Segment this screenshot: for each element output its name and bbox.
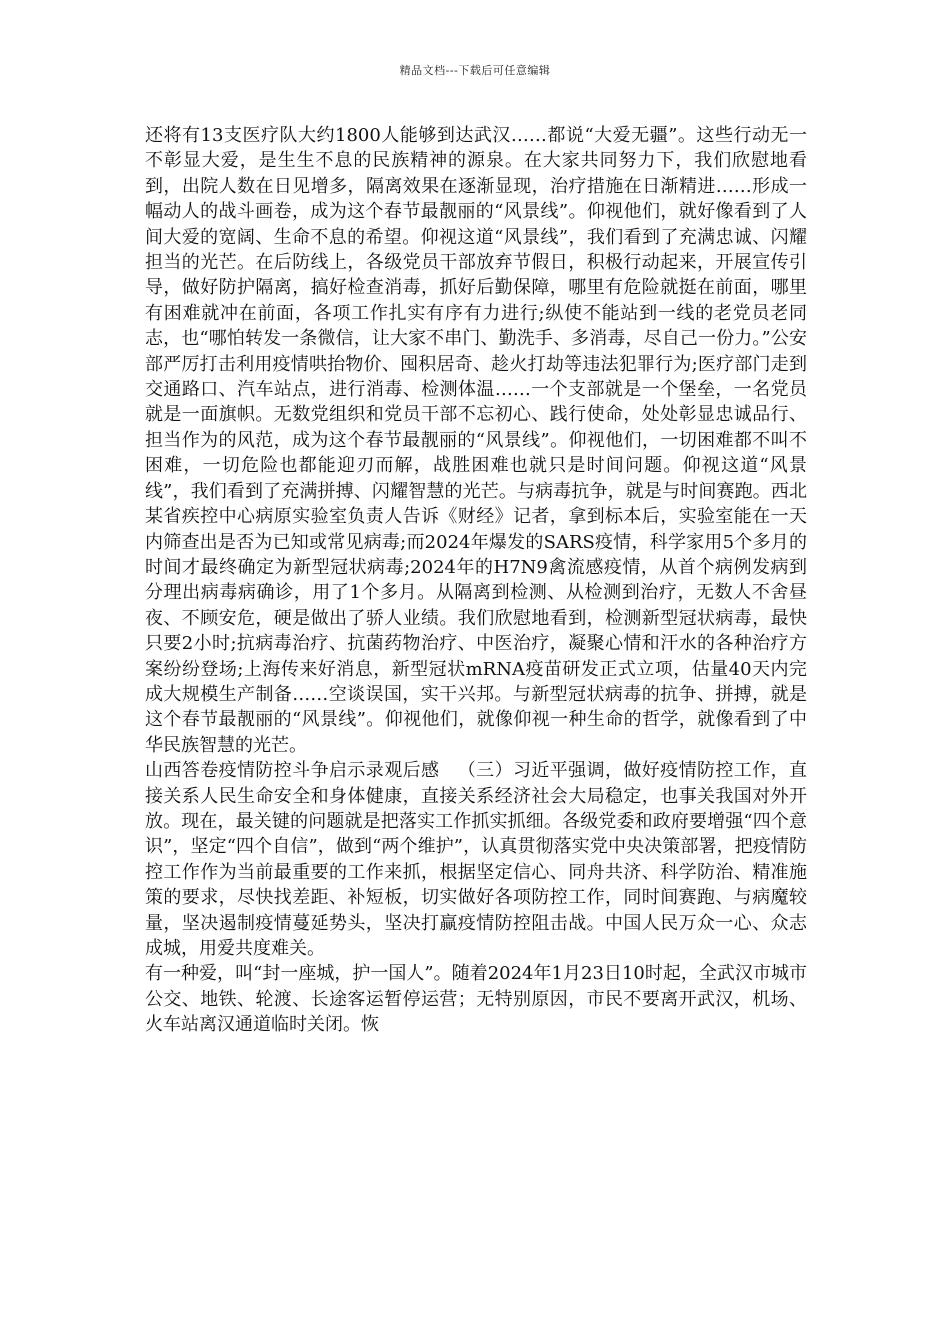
paragraph-3: 有一种爱，叫“封一座城，护一国人”。随着2024年1月23日10时起，全武汉市城市公交、地铁、轮渡、长途客运暂停运营；无特别原因，市民不要离开武汉，机场、火车站离汉通道临时关闭。恢 (145, 963, 807, 1036)
paragraph-2: 山西答卷疫情防控斗争启示录观后感 （三）习近平强调，做好疫情防控工作，直接关系人民生命安全和身体健康，直接关系经济社会大局稳定，也事关我国对外开放。现在，最关键的问题就是把落实工作抓实抓细。各级党委和政府要增强“四个意识”，坚定“四个自信”，做到“两个维护”，认真贯彻落实党中央决策部署，把疫情防控工作作为当前最重要的工作来抓，根据坚定信心、同舟共济、科学防治、精准施策的要求，尽快找差距、补短板，切实做好各项防控工作，同时间赛跑、与病魔较量，坚决遏制疫情蔓延势头，坚决打赢疫情防控阻击战。中国人民万众一心、众志成城，用爱共度难关。 (145, 760, 807, 959)
document-body (145, 123, 807, 1038)
page-header: 精品文档---下载后可任意编辑 (399, 64, 551, 77)
paragraph-1: 还将有13支医疗队大约1800人能够到达武汉……都说“大爱无疆”。这些行动无一不彰显大爱，是生生不息的民族精神的源泉。在大家共同努力下，我们欣慰地看到，出院人数在日见增多，隔离效果在逐渐显现，治疗措施在日渐精进……形成一幅动人的战斗画卷，成为这个春节最靓丽的“风景线”。仰视他们，就好像看到了人间大爱的宽阔、生命不息的希望。仰视这道“风景线”，我们看到了充满忠诚、闪耀担当的光芒。在后防线上，各级党员干部放弃节假日，积极行动起来，开展宣传引导，做好防护隔离，搞好检查消毒，抓好后勤保障，哪里有危险就挺在前面，哪里有困难就冲在前面，各项工作扎实有序有力进行;纵使不能站到一线的老党员老同志，也“哪怕转发一条微信，让大家不串门、勤洗手、多消毒，尽自己一份力。”公安部严厉打击利用疫情哄抬物价、囤积居奇、趁火打劫等违法犯罪行为;医疗部门走到交通路口、汽车站点，进行消毒、检测体温……一个支部就是一个堡垒，一名党员就是一面旗帜。无数党组织和党员干部不忘初心、践行使命，处处彰显忠诚品行、担当作为的风范，成为这个春节最靓丽的“风景线”。仰视他们，一切困难都不叫不困难，一切危险也都能迎刃而解，战胜困难也就只是时间问题。仰视这道“风景线”，我们看到了充满拼搏、闪耀智慧的光芒。与病毒抗争，就是与时间赛跑。西北某省疾控中心病原实验室负责人告诉《财经》记者，拿到标本后，实验室能在一天内筛查出是否为已知或常见病毒;而2024年爆发的SARS疫情，科学家用5个多月的时间才最终确定为新型冠状病毒;2024年的H7N9禽流感疫情，从首个病例发病到分理出病毒病确诊，用了1个多月。从隔离到检测、从检测到治疗，无数人不舍昼夜、不顾安危，硬是做出了骄人业绩。我们欣慰地看到，检测新型冠状病毒，最快只要2小时;抗病毒治疗、抗菌药物治疗、中医治疗，凝聚心情和汗水的各种治疗方案纷纷登场;上海传来好消息，新型冠状mRNA疫苗研发正式立项，估量40天内完成大规模生产制备……空谈误国，实干兴邦。与新型冠状病毒的抗争、拼搏，就是这个春节最靓丽的“风景线”。仰视他们，就像仰视一种生命的哲学，就像看到了中华民族智慧的光芒。 (145, 125, 807, 756)
